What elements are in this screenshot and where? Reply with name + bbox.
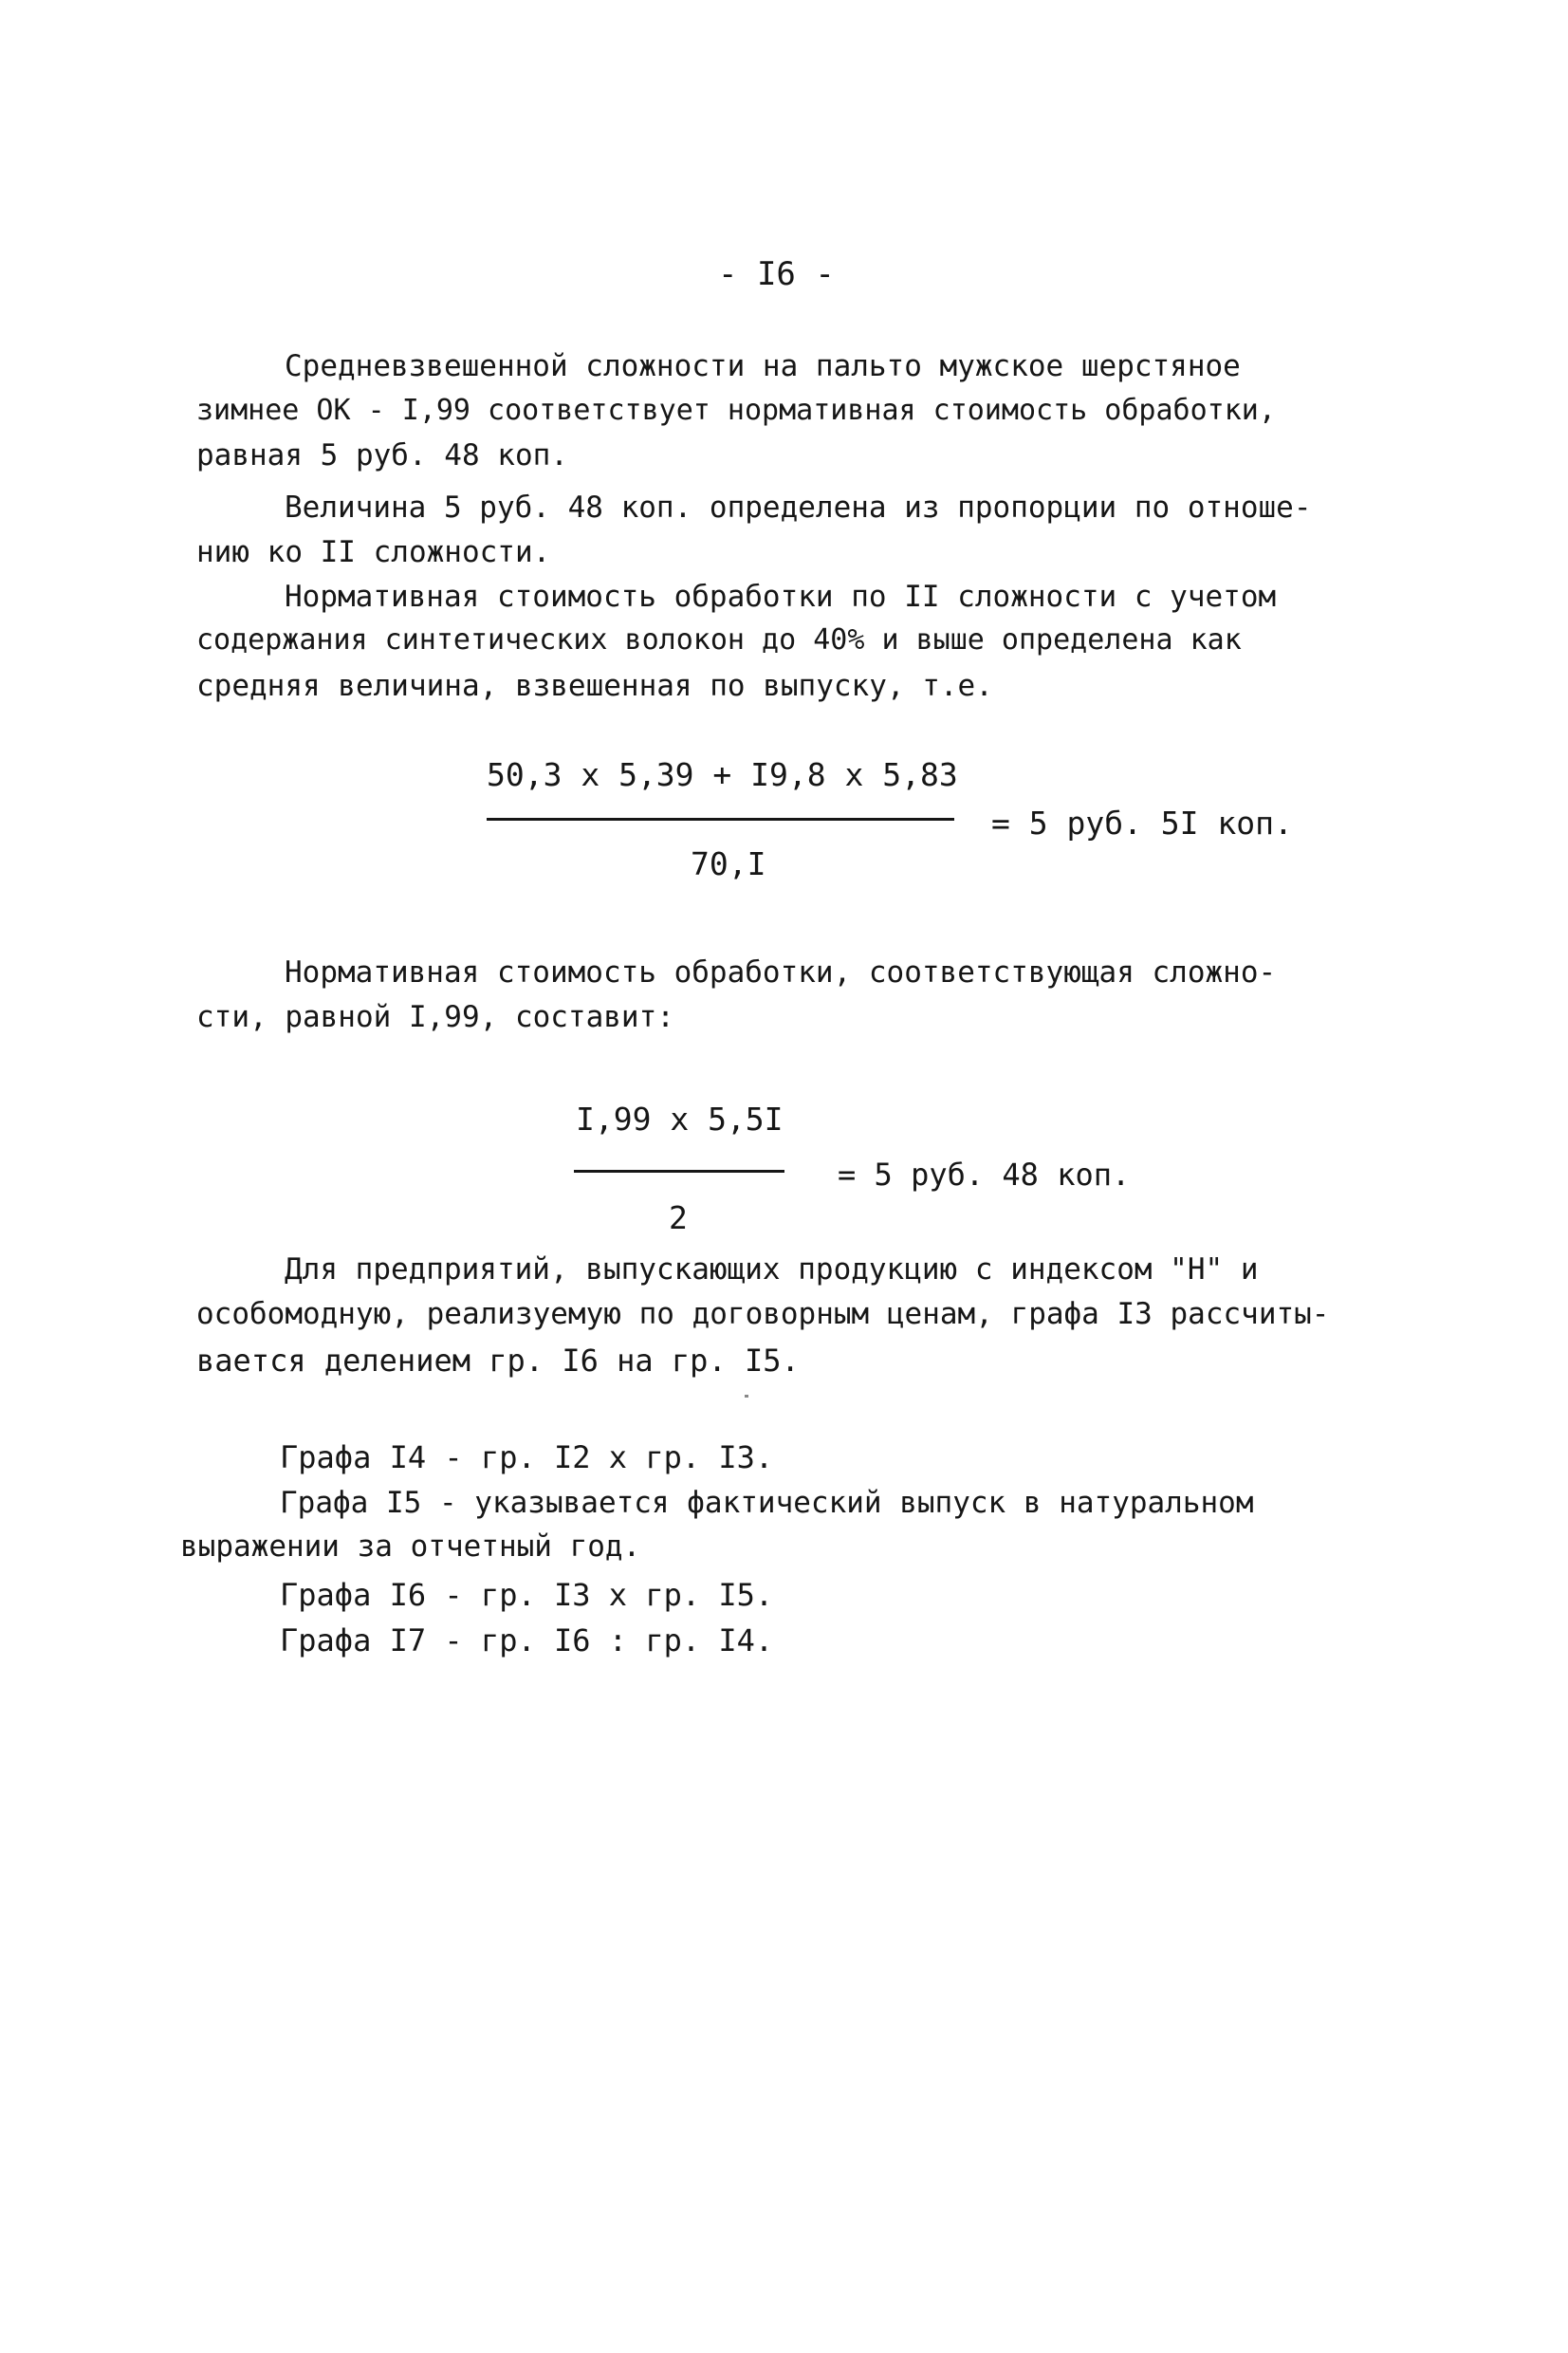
paragraph-1-line-2: зимнее ОК - I,99 соответствует нормативная стоимость обработки, (196, 394, 1276, 427)
graph-14-line: Графа I4 - гр. I2 х гр. I3. (280, 1439, 774, 1475)
formula-1-result: = 5 руб. 5I коп. (991, 805, 1293, 842)
formula-1-fraction-bar (487, 818, 954, 821)
formula-1-numerator: 50,3 х 5,39 + I9,8 х 5,83 (487, 756, 958, 793)
paragraph-4-line-2: сти, равной I,99, составит: (196, 1000, 674, 1034)
formula-2-numerator: I,99 х 5,5I (576, 1101, 784, 1138)
paragraph-2-line-2: нию ко II сложности. (196, 535, 551, 569)
graph-15-line-2: выражении за отчетный год. (180, 1529, 641, 1564)
paragraph-3-line-1: Нормативная стоимость обработки по II сложности с учетом (285, 580, 1277, 614)
paragraph-1-line-3: равная 5 руб. 48 коп. (196, 438, 568, 472)
graph-15-line-1: Графа I5 - указывается фактический выпуск в натуральном (280, 1486, 1254, 1520)
formula-1-denominator: 70,I (691, 845, 766, 882)
graph-17-line: Графа I7 - гр. I6 : гр. I4. (280, 1622, 774, 1658)
formula-2-result: = 5 руб. 48 коп. (838, 1157, 1131, 1193)
graph-16-line: Графа I6 - гр. I3 х гр. I5. (280, 1577, 774, 1613)
paragraph-3-line-3: средняя величина, взвешенная по выпуску, т.е. (196, 669, 993, 703)
paragraph-4-line-1: Нормативная стоимость обработки, соответствующая сложно- (285, 955, 1277, 990)
paragraph-5-line-1: Для предприятий, выпускающих продукцию с индексом "Н" и (285, 1252, 1259, 1287)
paragraph-3-line-2: содержания синтетических волокон до 40% и выше определена как (196, 623, 1242, 657)
paragraph-1-line-1: Средневзвешенной сложности на пальто мужское шерстяное (285, 349, 1241, 383)
paragraph-2-line-1: Величина 5 руб. 48 коп. определена из пропорции по отноше- (285, 491, 1312, 525)
scan-speck (745, 1395, 748, 1398)
formula-2-fraction-bar (574, 1170, 784, 1173)
page-number: - I6 - (718, 255, 835, 293)
formula-2-denominator: 2 (669, 1199, 688, 1236)
paragraph-5-line-3: вается делением гр. I6 на гр. I5. (196, 1343, 800, 1379)
paragraph-5-line-2: особомодную, реализуемую по договорным ценам, графа I3 рассчиты- (196, 1297, 1330, 1331)
